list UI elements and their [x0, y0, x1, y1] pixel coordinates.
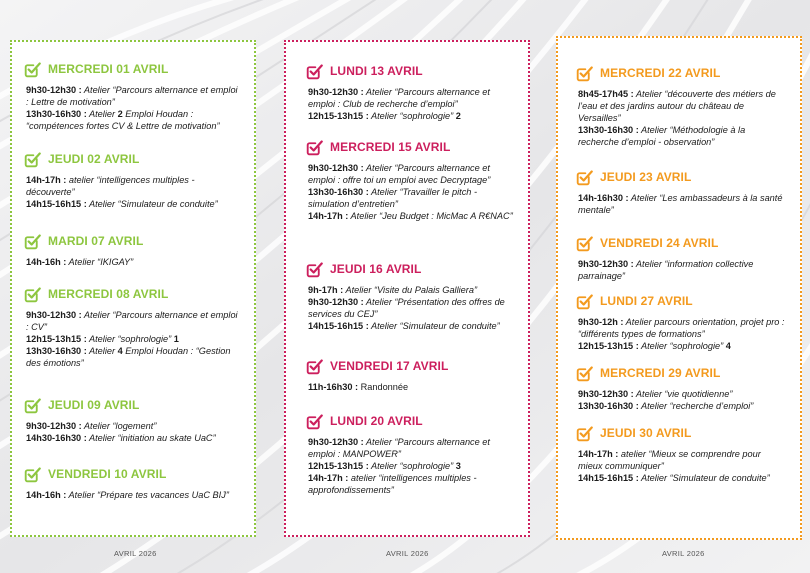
- entry-time: 12h15-13h15 :: [26, 334, 87, 344]
- day-header: [558, 292, 800, 310]
- schedule-entry: [578, 472, 786, 484]
- schedule-entry: [308, 381, 514, 393]
- day-entries: [558, 192, 786, 216]
- entry-number: 4: [117, 346, 123, 356]
- entry-time: 9h30-12h30 :: [578, 259, 634, 269]
- entry-description: Atelier “sophrologie”: [368, 111, 456, 121]
- entry-description: Atelier “Parcours alternance et emploi : Club de recherche d’emploi”: [308, 87, 490, 109]
- day-entries: [12, 256, 238, 268]
- day-block: [12, 285, 254, 369]
- day-block: [558, 292, 800, 352]
- schedule-entry: [26, 345, 238, 369]
- checkbox-check-icon: [576, 293, 593, 310]
- entry-time: 14h15-16h15 :: [26, 199, 87, 209]
- day-title: MERCREDI 01 AVRIL: [48, 62, 169, 76]
- entry-time: 14h-16h :: [26, 490, 67, 500]
- entry-description: Atelier “Jeu Budget : MicMac A R€NAC”: [348, 211, 513, 221]
- entry-description: Atelier “Simulateur de conduite”: [638, 473, 770, 483]
- day-title: JEUDI 30 AVRIL: [600, 426, 692, 440]
- checkbox-check-icon: [306, 261, 323, 278]
- day-entries: [12, 309, 238, 369]
- day-block: [12, 150, 254, 210]
- entry-time: 14h15-16h15 :: [578, 473, 639, 483]
- entry-description: Emploi Houdan : “Gestion des émotions”: [26, 346, 231, 368]
- day-header: [286, 412, 528, 430]
- day-header: [12, 396, 254, 414]
- day-header: [558, 168, 800, 186]
- day-title: JEUDI 16 AVRIL: [330, 262, 422, 276]
- checkbox-check-icon: [306, 139, 323, 156]
- footer-month-2: AVRIL 2026: [386, 549, 429, 558]
- schedule-entry: [578, 340, 786, 352]
- schedule-entry: [578, 258, 786, 282]
- checkbox-check-icon: [24, 61, 41, 78]
- entry-time: 14h15-16h15 :: [308, 321, 369, 331]
- day-title: VENDREDI 10 AVRIL: [48, 467, 167, 481]
- entry-number: 2: [117, 109, 123, 119]
- schedule-entry: [26, 198, 238, 210]
- footer-month-3: AVRIL 2026: [662, 549, 705, 558]
- day-entries: [12, 84, 238, 132]
- entry-description: atelier “intelligences multiples - découverte”: [26, 175, 195, 197]
- schedule-entry: [26, 309, 238, 333]
- day-title: MERCREDI 08 AVRIL: [48, 287, 169, 301]
- day-block: [12, 232, 254, 268]
- entry-time: 12h15-13h15 :: [308, 111, 369, 121]
- entry-description: atelier “Mieux se comprendre pour mieux communiquer”: [578, 449, 761, 471]
- entry-number: 2: [455, 111, 461, 121]
- day-block: [558, 168, 800, 216]
- entry-time: 14h30-16h30 :: [26, 433, 87, 443]
- day-header: [558, 64, 800, 82]
- entry-description: Atelier “Prépare tes vacances UaC BIJ”: [66, 490, 229, 500]
- schedule-entry: [308, 284, 514, 296]
- entry-description: atelier “intelligences multiples - approfondissements”: [308, 473, 477, 495]
- schedule-entry: [308, 110, 514, 122]
- schedule-entry: [578, 124, 786, 148]
- entry-description: Atelier “vie quotidienne”: [633, 389, 733, 399]
- entry-description: Atelier “IKIGAY”: [66, 257, 134, 267]
- day-title: VENDREDI 17 AVRIL: [330, 359, 449, 373]
- day-entries: [12, 420, 238, 444]
- entry-number: 3: [455, 461, 461, 471]
- entry-time: 9h30-12h30 :: [308, 163, 364, 173]
- entry-description: Atelier “sophrologie”: [368, 461, 456, 471]
- schedule-entry: [578, 388, 786, 400]
- entry-description: Randonnée: [358, 382, 409, 392]
- entry-description: Atelier parcours orientation, projet pro : “différents types de formations”: [578, 317, 785, 339]
- checkbox-check-icon: [576, 65, 593, 82]
- entry-description: Atelier “initiation au skate UaC”: [86, 433, 216, 443]
- entry-time: 9h30-12h30 :: [26, 421, 82, 431]
- entry-description: Atelier “Parcours alternance et emploi : MANPOWER”: [308, 437, 490, 459]
- entry-description: Atelier “Les ambassadeurs à la santé mentale”: [578, 193, 783, 215]
- entry-number: 4: [725, 341, 731, 351]
- entry-description: Atelier “Travailler le pitch - simulation d’entretien”: [308, 187, 478, 209]
- entry-description: Atelier “sophrologie”: [638, 341, 726, 351]
- day-entries: [12, 174, 238, 210]
- schedule-entry: [578, 316, 786, 340]
- day-header: [12, 232, 254, 250]
- day-entries: [286, 381, 514, 393]
- entry-number: 1: [173, 334, 179, 344]
- day-title: JEUDI 09 AVRIL: [48, 398, 140, 412]
- schedule-entry: [308, 296, 514, 320]
- day-block: [12, 396, 254, 444]
- entry-time: 13h30-16h30 :: [578, 125, 639, 135]
- entry-time: 14h-17h :: [26, 175, 67, 185]
- entry-time: 9h-17h :: [308, 285, 344, 295]
- entry-description: Atelier “Visite du Palais Galliera”: [343, 285, 478, 295]
- entry-description: Emploi Houdan : “compétences fortes CV & Lettre de motivation”: [26, 109, 220, 131]
- day-block: [12, 465, 254, 501]
- day-block: [286, 357, 528, 393]
- day-header: [286, 357, 528, 375]
- checkbox-check-icon: [306, 358, 323, 375]
- entry-description: Atelier “logement”: [81, 421, 157, 431]
- entry-time: 9h30-12h30 :: [578, 389, 634, 399]
- day-entries: [558, 388, 786, 412]
- schedule-entry: [308, 436, 514, 460]
- day-title: MERCREDI 22 AVRIL: [600, 66, 721, 80]
- schedule-entry: [26, 256, 238, 268]
- entry-description: Atelier “sophrologie”: [86, 334, 174, 344]
- day-entries: [12, 489, 238, 501]
- schedule-entry: [26, 489, 238, 501]
- entry-description: Atelier “Parcours alternance et emploi : Lettre de motivation”: [26, 85, 238, 107]
- entry-time: 14h-16h :: [26, 257, 67, 267]
- entry-time: 14h-17h :: [578, 449, 619, 459]
- checkbox-check-icon: [24, 151, 41, 168]
- entry-time: 14h-16h30 :: [578, 193, 629, 203]
- day-title: LUNDI 20 AVRIL: [330, 414, 423, 428]
- checkbox-check-icon: [306, 413, 323, 430]
- day-block: [558, 234, 800, 282]
- day-entries: [286, 284, 514, 332]
- day-entries: [286, 436, 514, 496]
- day-header: [286, 260, 528, 278]
- schedule-entry: [26, 108, 238, 132]
- day-header: [12, 285, 254, 303]
- entry-description: Atelier “Simulateur de conduite”: [368, 321, 500, 331]
- schedule-entry: [26, 84, 238, 108]
- checkbox-check-icon: [576, 425, 593, 442]
- day-header: [286, 62, 528, 80]
- checkbox-check-icon: [306, 63, 323, 80]
- schedule-entry: [578, 88, 786, 124]
- schedule-entry: [26, 420, 238, 432]
- panel-week-2: [284, 40, 530, 537]
- entry-time: 13h30-16h30 :: [26, 346, 87, 356]
- day-entries: [558, 258, 786, 282]
- schedule-entry: [308, 460, 514, 472]
- day-title: LUNDI 27 AVRIL: [600, 294, 693, 308]
- checkbox-check-icon: [24, 286, 41, 303]
- day-title: MERCREDI 15 AVRIL: [330, 140, 451, 154]
- entry-time: 14h-17h :: [308, 473, 349, 483]
- day-title: JEUDI 02 AVRIL: [48, 152, 140, 166]
- day-block: [558, 64, 800, 148]
- schedule-entry: [308, 320, 514, 332]
- entry-time: 9h30-12h30 :: [308, 437, 364, 447]
- entry-description: Atelier “Parcours alternance et emploi : offre toi un emploi avec Decryptage”: [308, 163, 491, 185]
- day-block: [286, 260, 528, 332]
- day-header: [558, 364, 800, 382]
- day-block: [12, 60, 254, 132]
- checkbox-check-icon: [24, 233, 41, 250]
- day-title: MERCREDI 29 AVRIL: [600, 366, 721, 380]
- entry-description: Atelier “information collective parrainage”: [578, 259, 754, 281]
- entry-time: 13h30-16h30 :: [26, 109, 87, 119]
- entry-time: 12h15-13h15 :: [578, 341, 639, 351]
- day-title: LUNDI 13 AVRIL: [330, 64, 423, 78]
- checkbox-check-icon: [24, 466, 41, 483]
- day-header: [558, 424, 800, 442]
- entry-time: 9h30-12h30 :: [26, 310, 82, 320]
- schedule-entry: [308, 186, 514, 210]
- day-block: [558, 364, 800, 412]
- entry-time: 8h45-17h45 :: [578, 89, 634, 99]
- schedule-entry: [578, 400, 786, 412]
- footer-month-1: AVRIL 2026: [114, 549, 157, 558]
- entry-description: Atelier “Méthodologie à la recherche d’emploi - observation”: [578, 125, 746, 147]
- panel-week-3: [556, 36, 802, 540]
- schedule-entry: [308, 86, 514, 110]
- entry-time: 9h30-12h30 :: [308, 87, 364, 97]
- day-header: [12, 60, 254, 78]
- day-title: VENDREDI 24 AVRIL: [600, 236, 719, 250]
- day-block: [286, 138, 528, 222]
- schedule-entry: [26, 333, 238, 345]
- entry-time: 11h-16h30 :: [308, 382, 359, 392]
- day-title: MARDI 07 AVRIL: [48, 234, 144, 248]
- day-header: [286, 138, 528, 156]
- entry-time: 9h30-12h :: [578, 317, 624, 327]
- entry-time: 9h30-12h30 :: [308, 297, 364, 307]
- checkbox-check-icon: [24, 397, 41, 414]
- checkbox-check-icon: [576, 365, 593, 382]
- entry-time: 9h30-12h30 :: [26, 85, 82, 95]
- panel-week-1: [10, 40, 256, 537]
- entry-time: 13h30-16h30 :: [578, 401, 639, 411]
- schedule-entry: [308, 210, 514, 222]
- entry-time: 14h-17h :: [308, 211, 349, 221]
- day-entries: [286, 86, 514, 122]
- day-entries: [558, 448, 786, 484]
- entry-description: Atelier “découverte des métiers de l’eau et des jardins autour du château de Versailles”: [578, 89, 776, 123]
- schedule-entry: [308, 162, 514, 186]
- entry-description: Atelier “Parcours alternance et emploi : CV”: [26, 310, 238, 332]
- entry-description: Atelier “Simulateur de conduite”: [86, 199, 218, 209]
- day-block: [286, 62, 528, 122]
- entry-time: 12h15-13h15 :: [308, 461, 369, 471]
- checkbox-check-icon: [576, 235, 593, 252]
- day-header: [12, 150, 254, 168]
- day-block: [286, 412, 528, 496]
- entry-time: 13h30-16h30 :: [308, 187, 369, 197]
- schedule-entry: [26, 174, 238, 198]
- day-title: JEUDI 23 AVRIL: [600, 170, 692, 184]
- schedule-entry: [308, 472, 514, 496]
- entry-description: Atelier “Présentation des offres de services du CEJ”: [308, 297, 505, 319]
- schedule-entry: [578, 192, 786, 216]
- schedule-entry: [578, 448, 786, 472]
- schedule-entry: [26, 432, 238, 444]
- day-entries: [286, 162, 514, 222]
- day-entries: [558, 88, 786, 148]
- day-header: [558, 234, 800, 252]
- entry-description: Atelier: [86, 109, 118, 119]
- entry-description: Atelier: [86, 346, 118, 356]
- entry-description: Atelier “recherche d’emploi”: [638, 401, 754, 411]
- day-header: [12, 465, 254, 483]
- day-block: [558, 424, 800, 484]
- day-entries: [558, 316, 786, 352]
- checkbox-check-icon: [576, 169, 593, 186]
